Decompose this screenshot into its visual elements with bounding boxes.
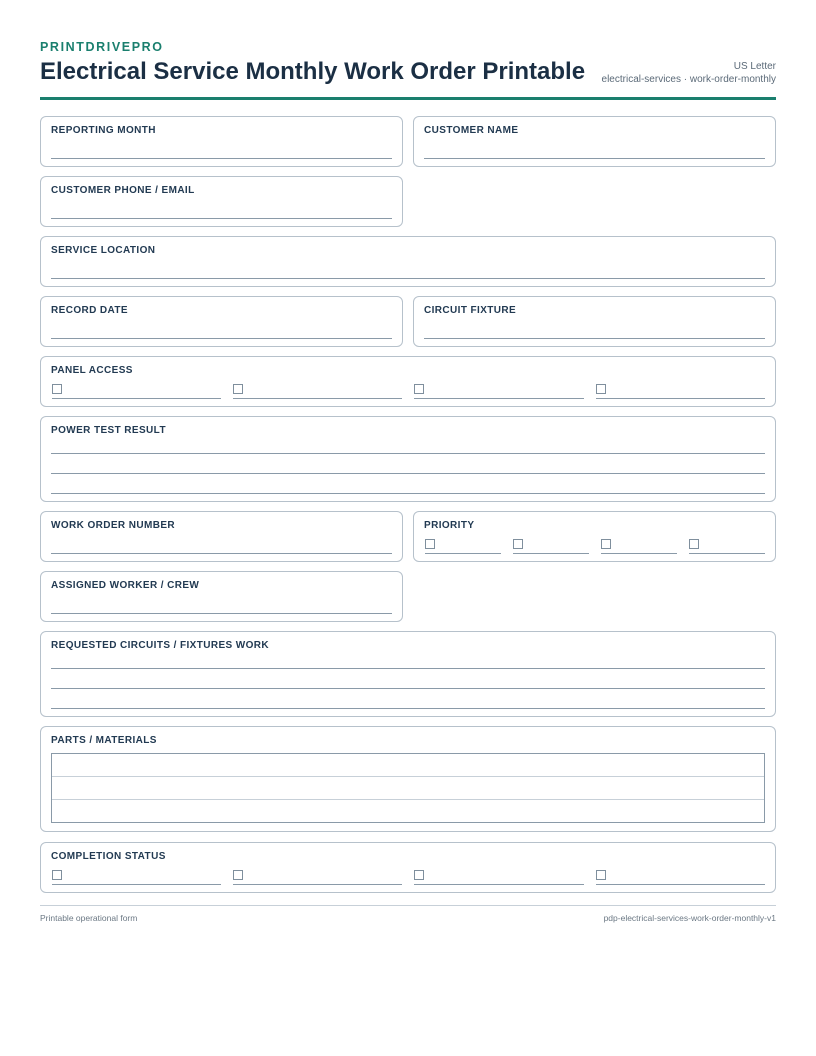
priority-checkbox-2[interactable] [513, 539, 523, 549]
field-label: COMPLETION STATUS [51, 851, 166, 862]
field-label: REQUESTED CIRCUITS / FIXTURES WORK [51, 640, 270, 651]
priority-option-line-2[interactable] [513, 553, 589, 554]
field-label: SERVICE LOCATION [51, 245, 156, 256]
service-location-input-line[interactable] [51, 278, 765, 279]
field-label: CUSTOMER NAME [424, 125, 519, 136]
parts-row[interactable] [52, 754, 764, 777]
record-date-input-line[interactable] [51, 338, 392, 339]
circuit-fixture-input-line[interactable] [424, 338, 765, 339]
field-label: CIRCUIT FIXTURE [424, 305, 517, 316]
field-label: ASSIGNED WORKER / CREW [51, 580, 200, 591]
completion-status-field [40, 842, 776, 893]
power-test-result-field [40, 416, 776, 502]
parts-row[interactable] [52, 777, 764, 800]
footer-divider [40, 905, 776, 906]
footer-form-id: pdp-electrical-services-work-order-monthly-v1 [603, 913, 776, 923]
priority-field [413, 511, 776, 562]
parts-materials-table [51, 753, 765, 823]
field-label: PARTS / MATERIALS [51, 735, 157, 746]
customer-name-input-line[interactable] [424, 158, 765, 159]
customer-name-field [413, 116, 776, 167]
work-order-number-input-line[interactable] [51, 553, 392, 554]
assigned-worker-input-line[interactable] [51, 613, 392, 614]
panel-access-checkbox-3[interactable] [414, 384, 424, 394]
service-location-field [40, 236, 776, 287]
completion-status-checkbox-3[interactable] [414, 870, 424, 880]
page-title: Electrical Service Monthly Work Order Printable [40, 58, 586, 85]
field-label: RECORD DATE [51, 305, 128, 316]
panel-access-option-line-1[interactable] [52, 398, 221, 399]
category-tags: electrical-services · work-order-monthly [601, 74, 776, 85]
parts-materials-field [40, 726, 776, 832]
completion-status-checkbox-4[interactable] [596, 870, 606, 880]
field-label: REPORTING MONTH [51, 125, 156, 136]
completion-status-option-line-2[interactable] [233, 884, 402, 885]
priority-checkbox-3[interactable] [601, 539, 611, 549]
panel-access-field [40, 356, 776, 407]
power-test-input-line-2[interactable] [51, 473, 765, 474]
completion-status-option-line-3[interactable] [414, 884, 584, 885]
panel-access-option-line-3[interactable] [414, 398, 584, 399]
customer-contact-field [40, 176, 403, 227]
circuit-fixture-field [413, 296, 776, 347]
reporting-month-field [40, 116, 403, 167]
power-test-input-line-3[interactable] [51, 493, 765, 494]
completion-status-checkbox-1[interactable] [52, 870, 62, 880]
field-label: PRIORITY [424, 520, 475, 531]
requested-work-input-line-2[interactable] [51, 688, 765, 689]
record-date-field [40, 296, 403, 347]
document-meta [602, 60, 776, 86]
priority-checkbox-1[interactable] [425, 539, 435, 549]
completion-status-checkbox-2[interactable] [233, 870, 243, 880]
field-label: WORK ORDER NUMBER [51, 520, 176, 531]
priority-checkbox-4[interactable] [689, 539, 699, 549]
panel-access-checkbox-4[interactable] [596, 384, 606, 394]
panel-access-option-line-4[interactable] [596, 398, 765, 399]
field-label: PANEL ACCESS [51, 365, 133, 376]
field-label: POWER TEST RESULT [51, 425, 166, 436]
priority-option-line-4[interactable] [689, 553, 765, 554]
requested-work-input-line-3[interactable] [51, 708, 765, 709]
field-label: CUSTOMER PHONE / EMAIL [51, 185, 195, 196]
panel-access-checkbox-2[interactable] [233, 384, 243, 394]
paper-size-label: US Letter [733, 61, 776, 72]
customer-contact-input-line[interactable] [51, 218, 392, 219]
power-test-input-line-1[interactable] [51, 453, 765, 454]
priority-option-line-3[interactable] [601, 553, 677, 554]
header-divider [40, 97, 776, 100]
priority-option-line-1[interactable] [425, 553, 501, 554]
footer-left-text: Printable operational form [40, 913, 138, 923]
completion-status-option-line-4[interactable] [596, 884, 765, 885]
completion-status-option-line-1[interactable] [52, 884, 221, 885]
reporting-month-input-line[interactable] [51, 158, 392, 159]
requested-work-field [40, 631, 776, 717]
work-order-number-field [40, 511, 403, 562]
panel-access-checkbox-1[interactable] [52, 384, 62, 394]
assigned-worker-field [40, 571, 403, 622]
panel-access-option-line-2[interactable] [233, 398, 402, 399]
brand-logo-text: PRINTDRIVEPRO [40, 40, 164, 54]
requested-work-input-line-1[interactable] [51, 668, 765, 669]
parts-row[interactable] [52, 800, 764, 823]
